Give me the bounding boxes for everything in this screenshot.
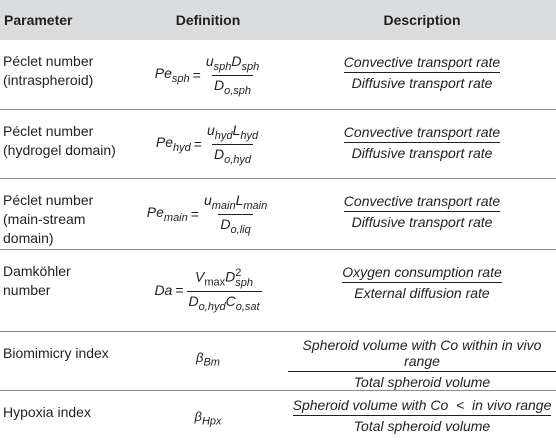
parameter-cell — [0, 332, 128, 391]
description-cell — [288, 179, 556, 250]
parameter-qualifier: number — [3, 282, 51, 298]
description-cell — [288, 391, 556, 442]
definition-cell — [128, 332, 288, 391]
header-parameter: Parameter — [4, 12, 73, 28]
description-fraction: $\frac{\text{Spheroid volume with Co within in vivo range}}{\text{Total spheroid volume}}$ — [288, 337, 556, 390]
table-row — [0, 179, 556, 250]
description-fraction: $\frac{\text{Convective transport rate}}{\text{Diffusive transport rate}}$ — [343, 124, 501, 161]
parameter-name: Damköhler — [3, 263, 71, 279]
formula: Da = $V_{max}D$ 2 sph $D_{o,hyd}C_{o,sat}$ — [154, 267, 260, 313]
parameter-name: Péclet number — [3, 123, 94, 139]
description-cell — [288, 250, 556, 332]
parameter-name: Péclet number — [3, 53, 94, 69]
definition-cell — [128, 110, 288, 179]
parameter-name: Biomimicry index — [3, 345, 109, 361]
table-header-row — [0, 0, 556, 40]
description-fraction: $\frac{\text{Oxygen consumption rate}}{\text{External diffusion rate}}$ — [342, 264, 502, 301]
table-row — [0, 110, 556, 179]
formula: $\beta_{Hpx}$ — [194, 409, 222, 428]
definition-cell — [128, 179, 288, 250]
parameter-name: Péclet number — [3, 192, 94, 208]
description-fraction: $\frac{\text{Spheroid volume with Co < in vivo range}}{\text{Total spheroid volume}}$ — [292, 397, 552, 434]
table-row — [0, 391, 556, 442]
formula: $Pe_{hyd}$ = $\frac{u_{hyd}L_{hyd}}{D_{o,hyd}}$ — [155, 122, 259, 166]
parameter-name: Hypoxia index — [3, 404, 91, 420]
parameter-qualifier: (intraspheroid) — [3, 72, 94, 88]
table-row — [0, 250, 556, 332]
definition-cell — [128, 391, 288, 442]
parameter-cell — [0, 179, 128, 250]
parameter-qualifier: (main-stream domain) — [3, 211, 86, 246]
definition-cell — [128, 250, 288, 332]
formula: $Pe_{main}$ = $\frac{u_{main}L_{main}}{D_{o,liq}}$ — [146, 192, 268, 236]
formula: $\beta_{Bm}$ — [196, 350, 220, 369]
description-fraction: $\frac{\text{Convective transport rate}}{\text{Diffusive transport rate}}$ — [343, 54, 501, 91]
description-cell — [288, 110, 556, 179]
definition-cell — [128, 40, 288, 110]
parameter-cell — [0, 40, 128, 110]
description-cell — [288, 332, 556, 391]
table-row — [0, 40, 556, 110]
parameter-cell — [0, 391, 128, 442]
description-cell — [288, 40, 556, 110]
parameter-qualifier: (hydrogel domain) — [3, 142, 116, 158]
formula: $Pe_{sph}$ = $\frac{u_{sph}D_{sph}}{D_{o,sph}}$ — [154, 52, 260, 97]
header-definition: Definition — [175, 12, 241, 28]
table-row — [0, 332, 556, 391]
description-fraction: $\frac{\text{Convective transport rate}}{\text{Diffusive transport rate}}$ — [343, 193, 501, 230]
parameter-cell — [0, 110, 128, 179]
header-description: Description — [383, 12, 461, 28]
parameter-cell — [0, 250, 128, 332]
